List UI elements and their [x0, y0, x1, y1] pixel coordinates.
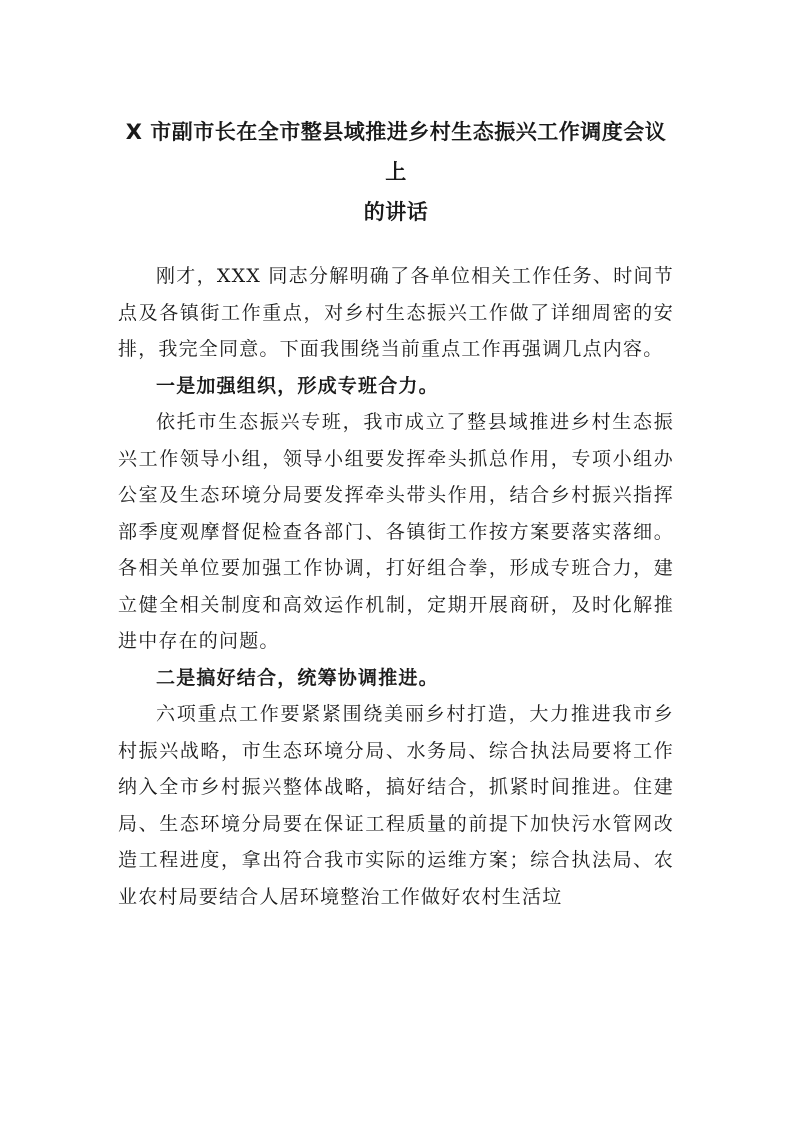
document-body	[118, 258, 674, 915]
document-page	[118, 112, 674, 915]
paragraph-section-1: 依托市生态振兴专班，我市成立了整县域推进乡村生态振兴工作领导小组，领导小组要发挥牵头抓总作用，专项小组办公室及生态环境分局要发挥牵头带头作用，结合乡村振兴指挥部季度观摩督促检查各部门、各镇街工作按方案要落实落细。各相关单位要加强工作协调，打好组合拳，形成专班合力，建立健全相关制度和高效运作机制，定期开展商研，及时化解推进中存在的问题。	[118, 411, 674, 652]
title-line-1: X 市副市长在全市整县域推进乡村生态振兴工作调度会议上	[125, 120, 667, 184]
section-heading-1: 一是加强组织，形成专班合力。	[156, 374, 439, 397]
section-heading-2: 二是搞好结合，统筹协调推进。	[156, 666, 439, 689]
title-line-2: 的讲话	[363, 200, 429, 224]
paragraph-section-2: 六项重点工作要紧紧围绕美丽乡村打造，大力推进我市乡村振兴战略，市生态环境分局、水务局、综合执法局要将工作纳入全市乡村振兴整体战略，搞好结合，抓紧时间推进。住建局、生态环境分局要在保证工程质量的前提下加快污水管网改造工程进度，拿出符合我市实际的运维方案；综合执法局、农业农村局要结合人居环境整治工作做好农村生活垃	[118, 703, 674, 908]
document-title	[118, 112, 674, 232]
paragraph-intro: 刚才，XXX 同志分解明确了各单位相关工作任务、时间节点及各镇街工作重点，对乡村生态振兴工作做了详细周密的安排，我完全同意。下面我围绕当前重点工作再强调几点内容。	[118, 265, 674, 360]
